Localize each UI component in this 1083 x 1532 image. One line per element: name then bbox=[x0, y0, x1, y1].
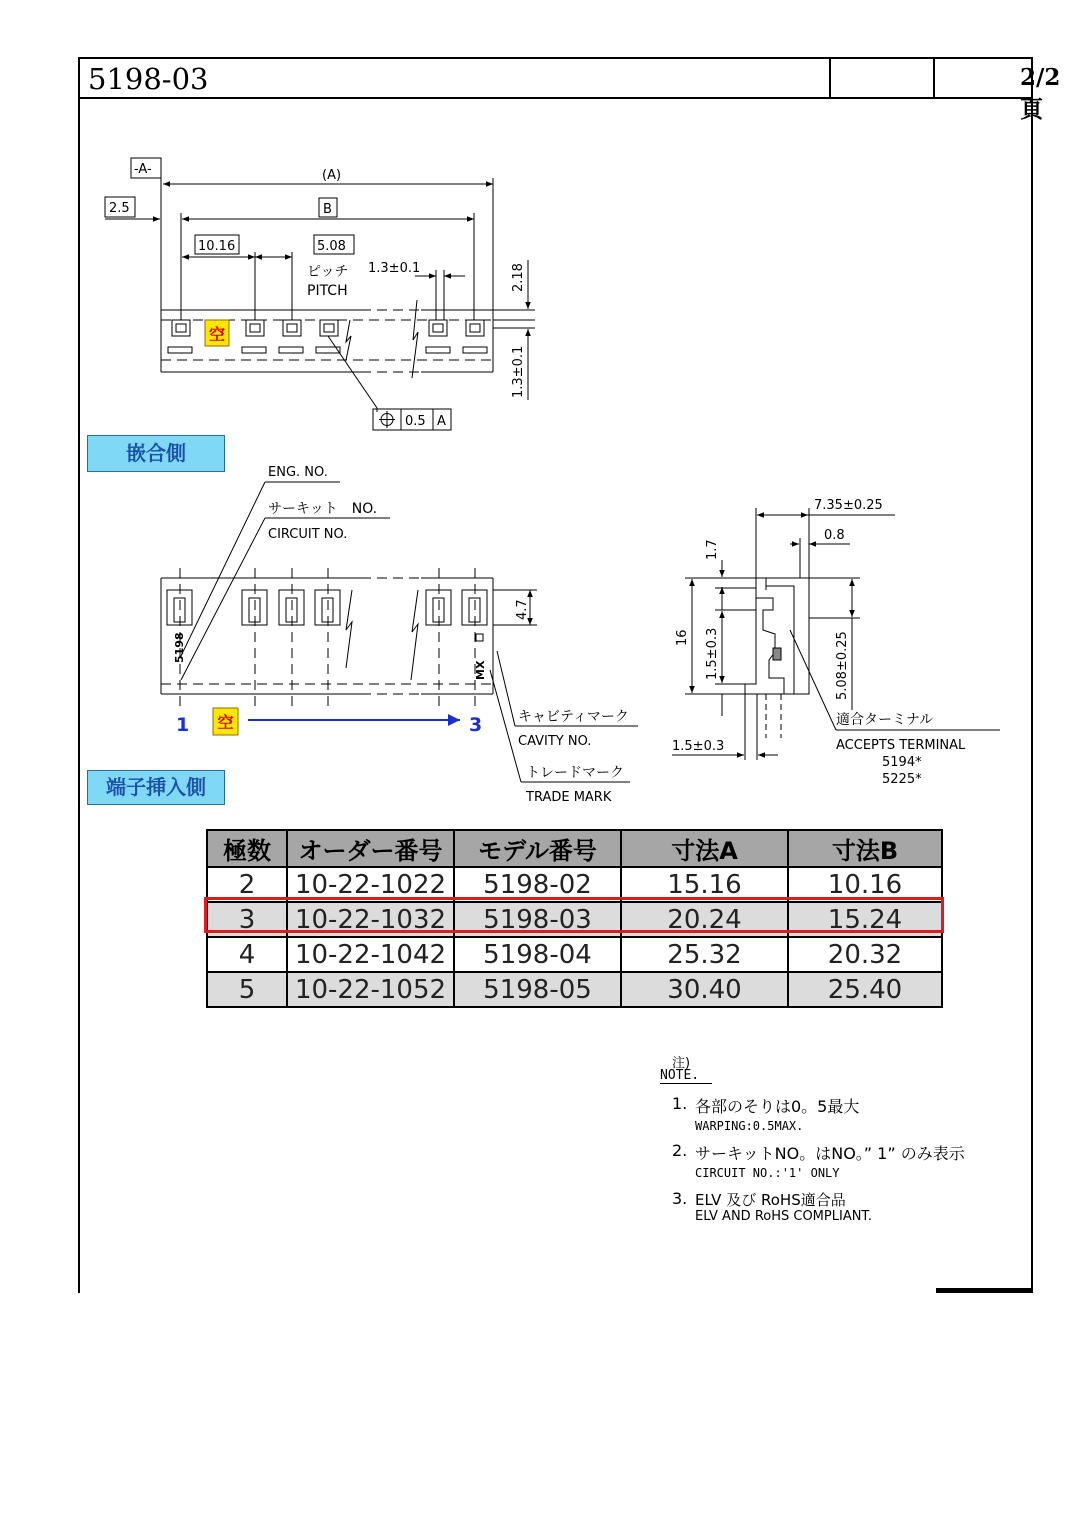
dim-a-label: (A) bbox=[322, 168, 342, 183]
empty-mark-text: 空 bbox=[217, 713, 234, 732]
pin-width-label: 1.3±0.1 bbox=[368, 261, 421, 276]
side-inner-label: 1.5±0.3 bbox=[705, 627, 720, 680]
cell-order-no: 10-22-1032 bbox=[287, 902, 454, 937]
note-number: 3. bbox=[672, 1189, 688, 1208]
terminal-jp-label: 適合ターミナル bbox=[836, 712, 934, 728]
col-header-dim-a: 寸法A bbox=[621, 830, 788, 867]
cell-order-no: 10-22-1022 bbox=[287, 867, 454, 902]
cell-model-no: 5198-03 bbox=[454, 902, 621, 937]
cell-dim-b: 25.40 bbox=[788, 972, 942, 1007]
cell-dim-a: 30.40 bbox=[621, 972, 788, 1007]
notes-heading-en: NOTE. bbox=[660, 1068, 712, 1084]
note-jp: 各部のそりは0。5最大 bbox=[695, 1097, 860, 1116]
cell-poles: 4 bbox=[207, 937, 287, 972]
cell-poles: 2 bbox=[207, 867, 287, 902]
terminal-1-label: 5194* bbox=[882, 755, 922, 770]
part-number-title: 5198-03 bbox=[88, 62, 209, 96]
circuit-first-label: 1 bbox=[176, 714, 190, 736]
note-en: WARPING:0.5MAX. bbox=[695, 1119, 804, 1133]
cell-dim-b: 20.32 bbox=[788, 937, 942, 972]
circuit-jp-label: サーキット NO. bbox=[268, 501, 378, 517]
side-length-label: 7.35±0.25 bbox=[814, 498, 883, 513]
trade-en-label: TRADE MARK bbox=[526, 790, 612, 805]
cell-poles: 3 bbox=[207, 902, 287, 937]
table-row bbox=[207, 937, 942, 972]
cell-dim-a: 15.16 bbox=[621, 867, 788, 902]
cell-dim-b: 10.16 bbox=[788, 867, 942, 902]
dim-offset-label: 2.5 bbox=[109, 201, 130, 216]
cell-model-no: 5198-02 bbox=[454, 867, 621, 902]
position-datum-label: A bbox=[437, 414, 446, 429]
pin-window bbox=[168, 320, 192, 353]
cavity-jp-label: キャビティマーク bbox=[518, 709, 629, 725]
empty-mark-text: 空 bbox=[208, 325, 226, 344]
side-top-label: 1.7 bbox=[705, 539, 720, 560]
col-header-order-no: オーダー番号 bbox=[287, 830, 454, 867]
notes-heading-jp: 注) bbox=[672, 1056, 691, 1071]
cell-model-no: 5198-04 bbox=[454, 937, 621, 972]
note-jp: サーキットNO。はNO。” 1” のみ表示 bbox=[695, 1144, 965, 1163]
row-highlight bbox=[204, 897, 944, 933]
side-bottom-label: 1.5±0.3 bbox=[672, 739, 725, 754]
trade-jp-label: トレードマーク bbox=[526, 765, 624, 781]
terminal-2-label: 5225* bbox=[882, 772, 922, 787]
cell-dim-a: 20.24 bbox=[621, 902, 788, 937]
cell-dim-b: 15.24 bbox=[788, 902, 942, 937]
cell-order-no: 10-22-1042 bbox=[287, 937, 454, 972]
position-tol-label: 0.5 bbox=[405, 414, 426, 429]
note-jp: ELV 及び RoHS適合品 bbox=[695, 1191, 846, 1209]
note-en: CIRCUIT NO.:'1' ONLY bbox=[695, 1166, 840, 1180]
pitch-en-label: PITCH bbox=[307, 283, 348, 299]
height-top-label: 2.18 bbox=[511, 263, 526, 292]
eng-no-label: ENG. NO. bbox=[268, 465, 328, 480]
height-bottom-label: 1.3±0.1 bbox=[511, 345, 526, 398]
col-header-model-no: モデル番号 bbox=[454, 830, 621, 867]
pin-window bbox=[279, 320, 303, 353]
circuit-last-label: 3 bbox=[469, 714, 483, 736]
mating-side-label: 嵌合側 bbox=[87, 435, 225, 472]
marking-text: MX bbox=[474, 660, 487, 680]
note-number: 2. bbox=[672, 1141, 688, 1160]
side-text: 5198 bbox=[173, 632, 186, 663]
table-header-row bbox=[207, 830, 942, 867]
pin-window bbox=[426, 320, 450, 353]
page-indicator: 2/2頁 bbox=[1020, 64, 1061, 123]
pin-window bbox=[242, 320, 266, 353]
cell-dim-a: 25.32 bbox=[621, 937, 788, 972]
dim-first-pitch-label: 10.16 bbox=[198, 239, 236, 254]
cavity-en-label: CAVITY NO. bbox=[518, 734, 592, 749]
col-header-poles: 極数 bbox=[207, 830, 287, 867]
note-en: ELV AND RoHS COMPLIANT. bbox=[695, 1209, 872, 1224]
side-height-label: 16 bbox=[675, 629, 690, 646]
terminal-side-label: 端子挿入側 bbox=[87, 770, 225, 805]
col-header-dim-b: 寸法B bbox=[788, 830, 942, 867]
datum-label: -A- bbox=[134, 162, 152, 177]
dim-b-label: B bbox=[323, 202, 332, 217]
cell-poles: 5 bbox=[207, 972, 287, 1007]
depth-label: 4.7 bbox=[515, 599, 530, 620]
side-slot-label: 5.08±0.25 bbox=[835, 631, 850, 700]
cell-model-no: 5198-05 bbox=[454, 972, 621, 1007]
terminal-en-label: ACCEPTS TERMINAL bbox=[836, 738, 966, 753]
note-number: 1. bbox=[672, 1094, 688, 1113]
side-wall-label: 0.8 bbox=[824, 528, 845, 543]
cell-order-no: 10-22-1052 bbox=[287, 972, 454, 1007]
dim-pitch-label: 5.08 bbox=[317, 239, 346, 254]
pin-window bbox=[463, 320, 487, 353]
circuit-en-label: CIRCUIT NO. bbox=[268, 527, 348, 542]
table-row bbox=[207, 972, 942, 1007]
pitch-jp-label: ピッチ bbox=[307, 264, 349, 280]
